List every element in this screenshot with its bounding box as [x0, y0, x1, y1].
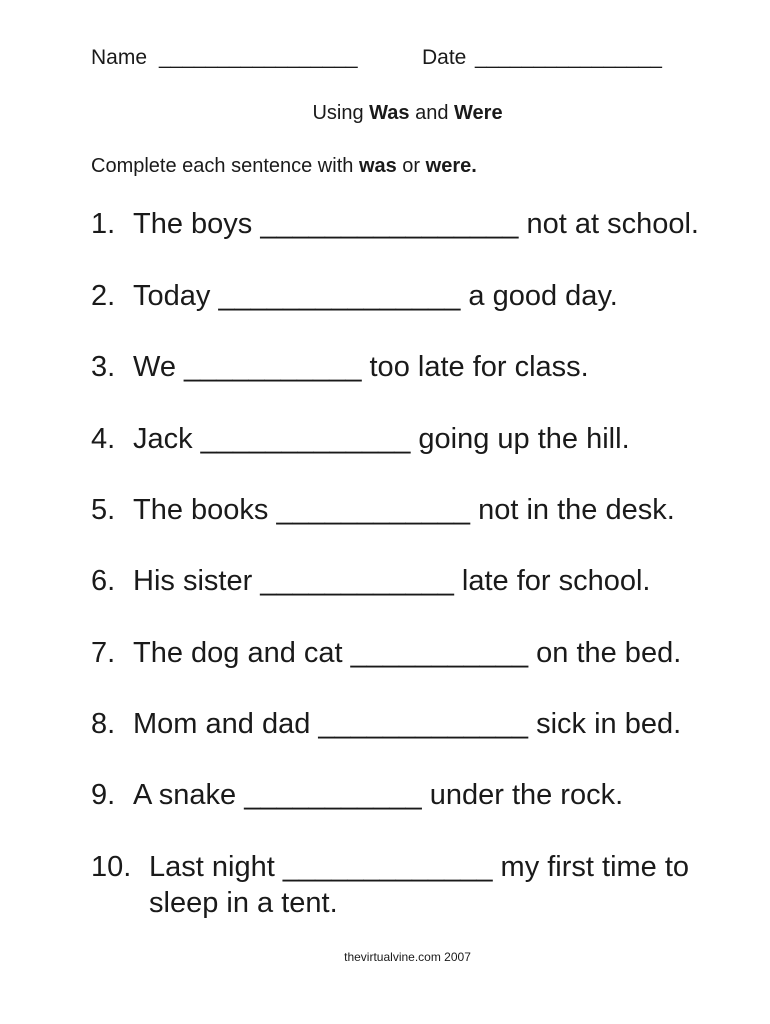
instruction-were: were.: [425, 155, 477, 177]
item-sentence[interactable]: Last night _____________ my first time to: [149, 851, 690, 883]
item-sentence[interactable]: His sister ____________ late for school.: [133, 565, 651, 597]
item-number: 2.: [91, 280, 116, 312]
worksheet-title: [0, 102, 770, 125]
item-number: 8.: [91, 708, 116, 740]
instruction-was: was: [358, 155, 397, 177]
item-number: 3.: [91, 351, 116, 383]
date-label: Date: [422, 46, 467, 69]
item-sentence[interactable]: Today _______________ a good day.: [133, 280, 618, 312]
instruction: [91, 155, 477, 178]
item-sentence[interactable]: Mom and dad _____________ sick in bed.: [133, 708, 682, 740]
item-sentence[interactable]: Jack _____________ going up the hill.: [133, 423, 630, 455]
instruction-mid: or: [396, 155, 426, 177]
title-pre: Using: [312, 102, 370, 124]
title-were: Were: [454, 102, 503, 124]
footer-credit: thevirtualvine.com 2007: [344, 950, 471, 964]
instruction-pre: Complete each sentence with: [91, 155, 359, 177]
item-sentence[interactable]: A snake ___________ under the rock.: [133, 779, 624, 811]
item-number: 4.: [91, 423, 116, 455]
item-number: 7.: [91, 637, 116, 669]
title-mid: and: [409, 102, 455, 124]
title-was: Was: [369, 102, 410, 124]
name-blank[interactable]: _________________: [159, 46, 358, 69]
item-number: 1.: [91, 208, 116, 240]
name-label: Name: [91, 46, 148, 69]
date-blank[interactable]: ________________: [475, 46, 662, 69]
item-sentence[interactable]: The books ____________ not in the desk.: [133, 494, 675, 526]
item-sentence[interactable]: We ___________ too late for class.: [133, 351, 589, 383]
item-sentence[interactable]: The dog and cat ___________ on the bed.: [133, 637, 682, 669]
item-number: 5.: [91, 494, 116, 526]
item-number: 9.: [91, 779, 116, 811]
item-number: 10.: [91, 851, 132, 883]
item-number: 6.: [91, 565, 116, 597]
item-sentence-continued: sleep in a tent.: [149, 887, 338, 919]
item-sentence[interactable]: The boys ________________ not at school.: [133, 208, 699, 240]
